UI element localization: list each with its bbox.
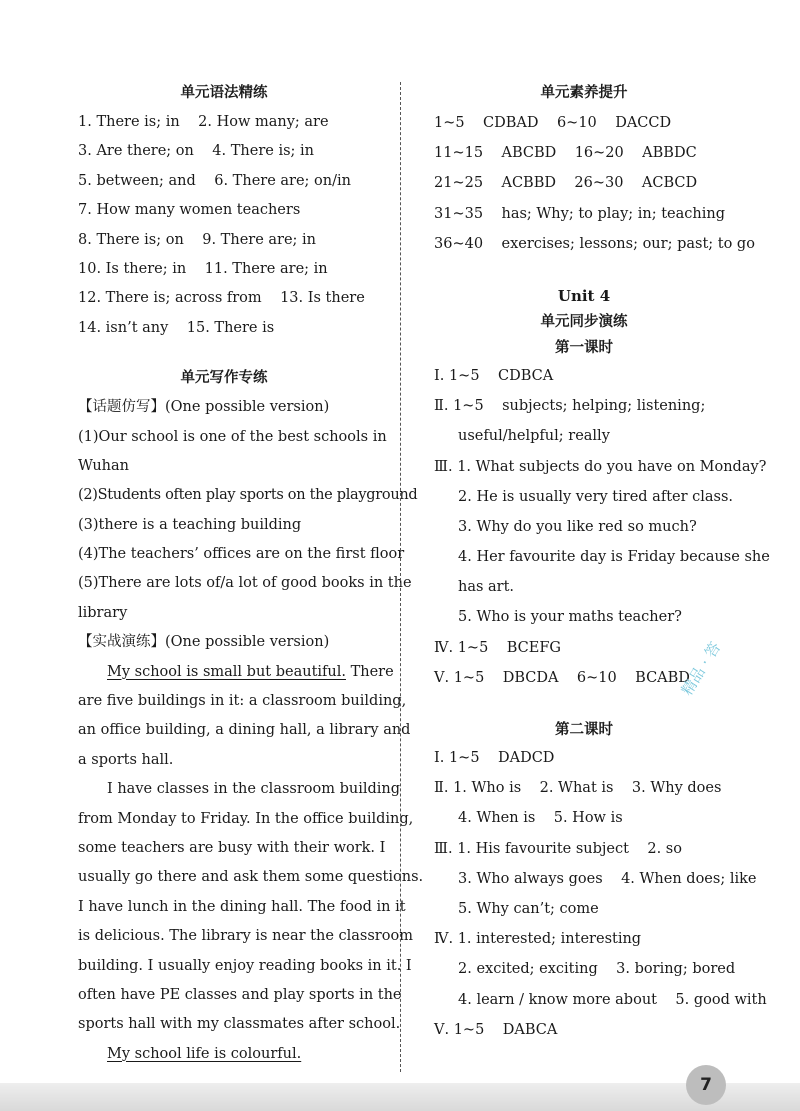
essay-closing-sentence: My school life is colourful.: [107, 1045, 302, 1062]
topic-line: (5)There are lots of/a lot of good books in the: [78, 575, 412, 592]
answer-line: 7. How many women teachers: [78, 202, 301, 219]
writing-heading: 单元写作专练: [180, 370, 268, 387]
essay-topic-sentence: My school is small but beautiful.: [107, 663, 346, 680]
answer-line: 14. isn’t any 15. There is: [78, 319, 275, 336]
answer-line: Ⅰ. 1~5 DADCD: [434, 750, 555, 766]
topic-line: (2)Students often play sports on the playground: [78, 487, 418, 504]
answer-line: 5. Who is your maths teacher?: [458, 609, 682, 626]
column-divider: [400, 82, 401, 1072]
lesson-1-heading: 第一课时: [555, 339, 613, 356]
answer-line: 5. between; and 6. There are; on/in: [78, 172, 351, 189]
answer-line: 5. Why can’t; come: [458, 900, 599, 917]
essay-line: sports hall with my classmates after school.: [78, 1016, 401, 1033]
page-number-badge: 7: [686, 1065, 726, 1105]
answer-line: 4. Her favourite day is Friday because she: [458, 549, 770, 566]
answer-line: 4. learn / know more about 5. good with: [458, 991, 767, 1008]
answer-line: Ⅲ. 1. What subjects do you have on Monday?: [434, 458, 767, 475]
answer-line: 2. He is usually very tired after class.: [458, 488, 734, 505]
answer-line: Ⅳ. 1. interested; interesting: [434, 931, 642, 948]
essay-line: I have lunch in the dining hall. The food in it: [78, 898, 406, 915]
unit-subtitle: 单元同步演练: [540, 313, 628, 330]
answer-line: 21~25 ACBBD 26~30 ACBCD: [434, 175, 698, 192]
practice-label: 【实战演练】(One possible version): [78, 634, 330, 651]
answer-line: 3. Who always goes 4. When does; like: [458, 870, 757, 887]
topic-line: Wuhan: [78, 457, 129, 474]
answer-line: 2. excited; exciting 3. boring; bored: [458, 961, 736, 978]
topic-line: (1)Our school is one of the best schools in: [78, 428, 387, 445]
answer-line: 3. Why do you like red so much?: [458, 518, 697, 535]
answer-line: 11~15 ABCBD 16~20 ABBDC: [434, 145, 697, 162]
essay-last-line: [78, 1040, 370, 1069]
answer-line: has art.: [458, 579, 515, 596]
essay-line: usually go there and ask them some questions.: [78, 869, 424, 886]
essay-line: an office building, a dining hall, a library and: [78, 722, 411, 739]
answer-line: 36~40 exercises; lessons; our; past; to go: [434, 235, 755, 252]
topic-line: (4)The teachers’ offices are on the first floor: [78, 546, 405, 563]
grammar-heading: 单元语法精练: [180, 85, 268, 101]
answer-line: 1~5 CDBAD 6~10 DACCD: [434, 115, 672, 131]
essay-first-line: [78, 658, 394, 687]
answer-line: Ⅴ. 1~5 DABCA: [434, 1021, 558, 1038]
essay-line: I have classes in the classroom building: [107, 781, 401, 798]
answer-line: 10. Is there; in 11. There are; in: [78, 260, 328, 277]
answer-line: 31~35 has; Why; to play; in; teaching: [434, 205, 725, 222]
answer-line: Ⅳ. 1~5 BCEFG: [434, 639, 561, 656]
essay-line: a sports hall.: [78, 751, 174, 768]
answer-line: Ⅴ. 1~5 DBCDA 6~10 BCABD: [434, 669, 690, 686]
answer-line: useful/helpful; really: [458, 428, 610, 445]
answer-line: 1. There is; in 2. How many; are: [78, 114, 329, 130]
answer-line: 12. There is; across from 13. Is there: [78, 290, 365, 307]
right-column: [434, 78, 770, 1045]
topic-line: (3)there is a teaching building: [78, 516, 302, 533]
answer-line: 3. Are there; on 4. There is; in: [78, 143, 315, 160]
left-column: [78, 78, 424, 1069]
page-footer-band: [0, 1083, 800, 1111]
essay-line: some teachers are busy with their work. I: [78, 839, 386, 856]
essay-line: building. I usually enjoy reading books in it. I: [78, 957, 412, 974]
answer-line: Ⅱ. 1. Who is 2. What is 3. Why does: [434, 780, 722, 797]
answer-line: Ⅰ. 1~5 CDBCA: [434, 367, 554, 384]
topic-line: library: [78, 604, 128, 621]
essay-text: There: [345, 663, 394, 680]
answer-line: Ⅱ. 1~5 subjects; helping; listening;: [434, 398, 706, 415]
essay-line: often have PE classes and play sports in the: [78, 986, 402, 1003]
answer-line: 4. When is 5. How is: [458, 810, 623, 827]
answer-line: 8. There is; on 9. There are; in: [78, 231, 317, 248]
essay-line: are five buildings in it: a classroom building,: [78, 693, 407, 710]
topic-label: 【话题仿写】(One possible version): [78, 399, 330, 416]
watermark: 精品 · 答: [677, 638, 725, 699]
literacy-heading: 单元素养提升: [540, 85, 628, 101]
lesson-2-heading: 第二课时: [555, 722, 613, 738]
answer-line: Ⅲ. 1. His favourite subject 2. so: [434, 840, 682, 857]
essay-line: is delicious. The library is near the classroom: [78, 928, 413, 945]
unit-title: Unit 4: [557, 286, 611, 305]
essay-line: from Monday to Friday. In the office building,: [78, 810, 414, 827]
